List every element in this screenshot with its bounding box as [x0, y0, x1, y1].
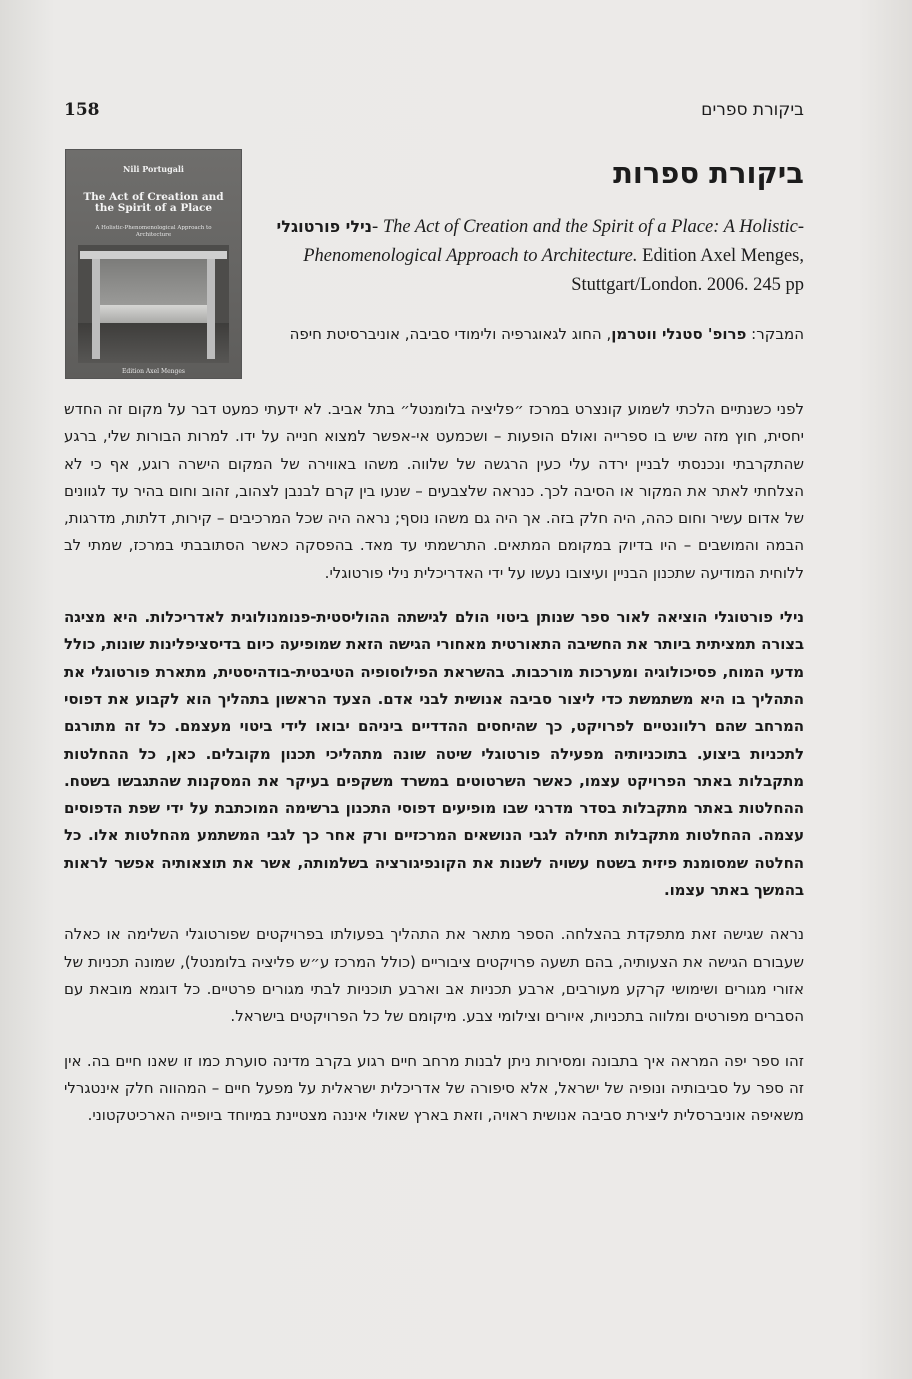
book-cover-image — [66, 150, 241, 378]
cover-photo-left-post — [92, 259, 100, 359]
reviewer-affiliation: , החוג לגאוגרפיה ולימודי סביבה, אוניברסיטת חיפה — [289, 325, 612, 343]
cover-subtitle: A Holistic-Phenomenological Approach to Architecture — [95, 225, 212, 238]
cover-publisher: Edition Axel Menges — [122, 368, 185, 375]
book-title: The Act of Creation and the Spirit of a Place: A Holistic-Phenomenological Approach to Architecture. — [303, 217, 804, 266]
reviewer-name: פרופ' סטנלי ווטרמן — [611, 325, 747, 343]
cover-photo-beam — [80, 251, 227, 259]
book-publication: Edition Axel Menges, Stuttgart/London. 2006. 245 pp — [571, 246, 804, 295]
reviewer-label: המבקר: — [751, 325, 804, 343]
page-number: 158 — [64, 100, 100, 120]
paragraph: נילי פורטוגלי הוציאה לאור ספר שנותן ביטוי הולם לגישתה ההוליסטית-פנומנולוגית לאדריכלות. היא מציגה בצורה תמציתית ביותר את החשיבה התאורטית מאחורי הגישה הזאת שמופיעה כיום בדיסציפלינות שונות, כולל מדעי המוח, פסיכולוגיה ומערכות מורכבות. בהשראת הפילוסופיה הטיבטית-בודהיסטית, מתארת פורטוגלי את התהליך בו היא משתמשת כדי ליצור סביבה אנושית לבני אדם. הצעד הראשון בתהליך הוא לקבוע את דפוסי המרחב שהם רלוונטיים לפרויקט, כך שהיחסים ההדדיים ביניהם יבואו לידי ביטוי מעצמם. כל זה מתורגם לתכניות ביצוע. בתוכניותיה מפעילה פורטוגלי שיטה שונה מתהליכי תכנון מקובלים. כאן, כל ההחלטות מתקבלות באתר הפרויקט עצמו, כאשר השרטוטים במשרד משקפים בעיקר את המסקנות שהתגבשו בשטח. ההחלטות באתר מתקבלות בסדר מדרגי שבו מופיעים דפוסי התכנון ברשימה המוכתבת על ידי שפת הדפוסים עצמה. ההחלטות מתקבלות תחילה לגבי הנושאים המרכזיים ורק אחר כך לגבי המשתמע מהחלטות אלו. כל החלטה שמסומנת פיזית בשטח עשויה לשנות את הקונפיגורציה בשלמותה, אשר את תוצאותיה אפשר לראות בהמשך באתר עצמו. — [64, 608, 804, 900]
paragraph: נראה שגישה זאת מתפקדת בהצלחה. הספר מתאר את התהליך בפעולתו בפרויקטים שפורטוגלי השלימה או כאלה שעבורם הגישה את הצעותיה, בהם תשעה פרויקטים ציבוריים (כולל המרכז ע״ש פליציה בלומנטל), שמונה תכניות של אזורי מגורים ושימושי קרקע מעורבים, ארבע תכניות אב וארבע תוכניות לבתי מגורים פרטיים. כל דוגמא מובאת עם הסברים מפורטים ומלווה בתכניות, איורים וצילומי צבע. מיקומם של כל הפרויקטים בישראל. — [64, 925, 804, 1026]
book-author: נילי פורטוגלי — [276, 217, 373, 236]
reviewer-line — [262, 320, 804, 348]
review-body — [64, 396, 804, 1146]
book-citation: נילי פורטוגלי- The Act of Creation and the Spirit of a Place: A Holistic-Phenomenological Approach to Architecture. Edition Axel Menges, Stuttgart/London. 2006. 245 pp — [276, 217, 804, 295]
cover-title: The Act of Creation and the Spirit of a Place — [83, 191, 224, 214]
paragraph: לפני כשנתיים הלכתי לשמוע קונצרט במרכז ״פליציה בלומנטל״ בתל אביב. לא ידעתי כמעט דבר על מקום זה החדש יחסית, חוץ מזה שיש בו ספרייה ואולם הופעות – ושכמעט אי-אפשר למצוא חנייה על ידו. למרות הבורות שלי, ברגע שהתקרבתי ונכנסתי לבניין ירדה עלי כעין הרגשה של שלווה. משהו באווירה של המקום הישרה רוגע, אף כי לא הצלחתי לאתר את המקור או הסיבה לכך. כנראה שלצבעים – שנעו בין קרם לבנבן לצהוב, זהוב וחום בהיר עד לגוונים של אדום עשיר וחום כהה, היה חלק בזה. אך היה גם משהו נוסף; נראה היה שכל המרכיבים – קירות, דלתות, מדרגות, הבמה והמושבים – היו בדיוק במקומם המתאים. התרשמתי עד מאד. בהפסקה כאשר הסתובבתי במרכז, שמתי לב ללוחית המודיעה שתכנון הבניין ועיצובו נעשו על ידי האדריכלית נילי פורטוגלי. — [64, 400, 804, 582]
cover-photo-right-post — [207, 259, 215, 359]
paragraph: זהו ספר יפה המראה איך בתבונה ומסירות ניתן לבנות מרחב חיים רגוע בקרב מדינה סוערת כמו זו שאנו חיים בה. אין זה ספר על סביבותיה ונופיה של ישראל, אלא סיפורה של אדריכלית ישראלית על מפעל חיים – המהווה חלק אינטגרלי משאיפה אוניברסלית ליצירת סביבה אנושית ראויה, וזאת בארץ שאולי איננה מצטיינת במיוחד ביופייה הארכיטקטוני. — [64, 1051, 804, 1125]
running-head — [64, 98, 804, 122]
cover-photo-sky — [100, 259, 207, 305]
review-heading: ביקורת ספרות — [613, 156, 804, 190]
cover-photo-sea — [100, 305, 207, 323]
cover-author: Nili Portugali — [123, 164, 184, 174]
section-name: ביקורת ספרים — [701, 100, 804, 120]
cover-photo — [78, 245, 229, 363]
